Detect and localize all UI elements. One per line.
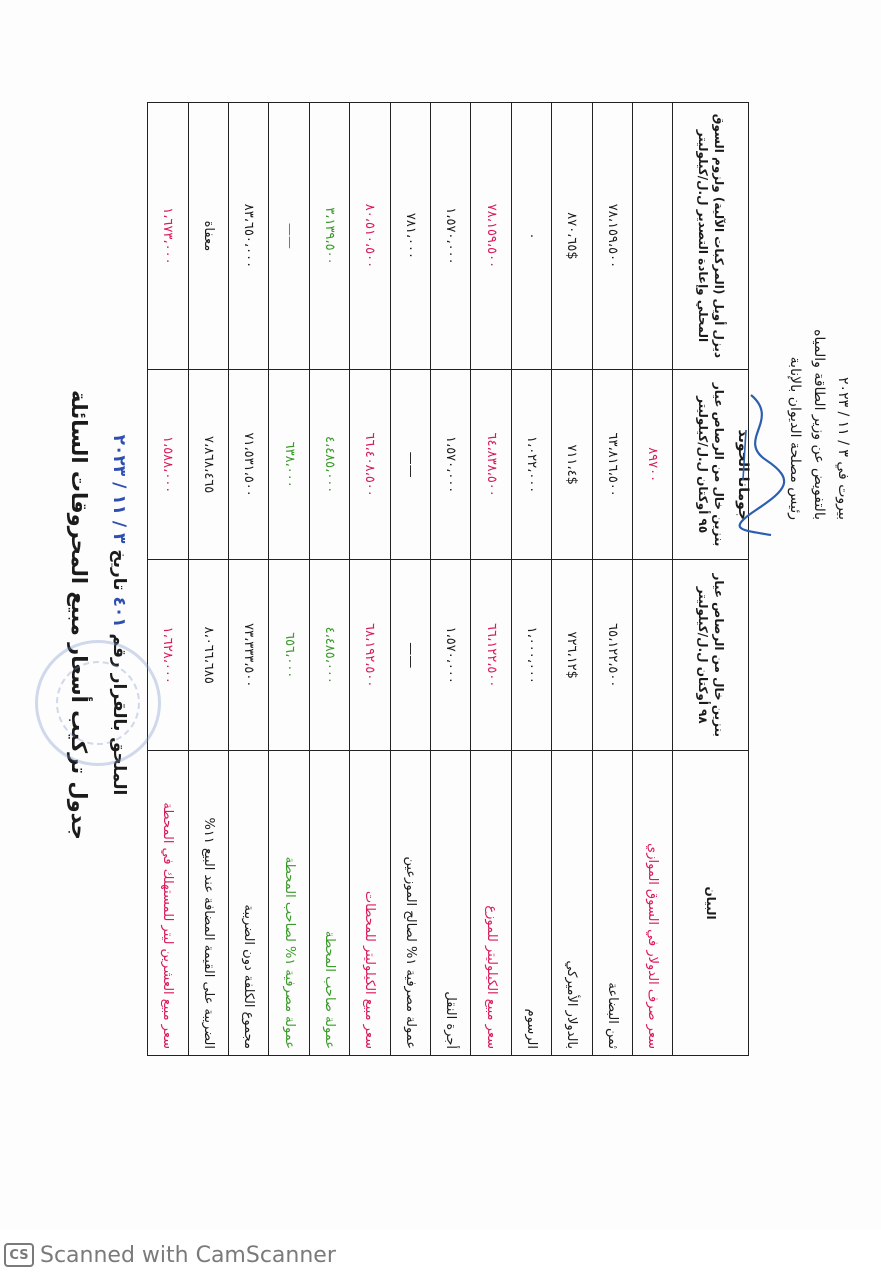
cell-diesel: ٠: [511, 103, 551, 370]
cell-diesel: $٨٧٠،٦٥: [552, 103, 592, 370]
table-row: [269, 103, 309, 1056]
header-diesel: ديزل أويل (المركبات الآلية) ولزوم السوق المحلي وإعادة التصدير ل.ل/كيلوليتر: [673, 103, 749, 370]
cell-benzine-98: ٦٨،١٩٢،٥٠٠: [350, 560, 390, 751]
table-row: [148, 103, 189, 1056]
row-label: سعر صرف الدولار في السوق الموازي: [633, 751, 673, 1056]
cell-benzine-95: ١،٥٧٠،٠٠٠: [431, 369, 471, 560]
camscanner-footer: [0, 1230, 881, 1280]
cell-diesel: ٨٠،٥١٠،٥٠٠: [350, 103, 390, 370]
cell-diesel: ٧٨١،٠٠٠: [390, 103, 430, 370]
table-row: [309, 103, 349, 1056]
row-label: ثمن البضاعة: [592, 751, 632, 1056]
header-statement: البيان: [673, 751, 749, 1056]
cell-benzine-98: ٦٥٦،٠٠٠: [269, 560, 309, 751]
subtitle-prefix: الملحق بالقرار رقم: [109, 633, 129, 796]
table-row: [592, 103, 632, 1056]
signature-name: جومانا الحوند: [735, 429, 751, 520]
cell-benzine-95: ——: [390, 369, 430, 560]
cell-diesel: ١،٥٧٠،٠٠٠: [431, 103, 471, 370]
cell-benzine-98: ٤،٤٨٥،٠٠٠: [309, 560, 349, 751]
camscanner-text: Scanned with CamScanner: [40, 1242, 336, 1268]
table-row: [188, 103, 228, 1056]
row-label: مجموع الكلفة دون الضريبة: [229, 751, 269, 1056]
row-label: عمولة صاحب المحطة: [309, 751, 349, 1056]
row-label: الضريبة على القيمة المضافة عند البيع ١١%: [188, 751, 228, 1056]
row-label: الرسوم: [511, 751, 551, 1056]
cell-diesel: ٧٨،١٥٩،٥٠٠: [471, 103, 511, 370]
table-row: [471, 103, 511, 1056]
document-title: جدول تركيب أسعار مبيع المحروقات السائلة: [67, 390, 91, 840]
cell-diesel: [633, 103, 673, 370]
table-row: [552, 103, 592, 1056]
subtitle-mid: تاريخ: [109, 549, 129, 591]
table-row: [431, 103, 471, 1056]
fuel-price-table: [147, 102, 749, 1056]
row-label: أجرة النقل: [431, 751, 471, 1056]
table-row: [350, 103, 390, 1056]
header-benzine-98: بنزين خال من الرصاص عيار ٩٨ أوكتان ل.ل/كيلوليتر: [673, 560, 749, 751]
signature-role: رئيس مصلحة الديوان بالإنابة: [787, 356, 803, 520]
cell-benzine-95: ٧١،٥٣١،٥٠٠: [229, 369, 269, 560]
signature-place-date: بيروت في ٣ / ١١ / ٢٠٢٣: [835, 377, 851, 520]
cell-diesel: معفاة: [188, 103, 228, 370]
cell-benzine-95: ٨٩٧٠٠: [633, 369, 673, 560]
cell-benzine-98: $٧٢٦،١٢: [552, 560, 592, 751]
cell-benzine-95: ٦٣٨،٠٠٠: [269, 369, 309, 560]
cell-benzine-98: ٨،٠٦٦،٦٨٥: [188, 560, 228, 751]
cell-diesel: ٣،١٣٩،٥٠٠: [309, 103, 349, 370]
header-benzine-95: بنزين خال من الرصاص عيار ٩٥ أوكتان ل.ل/كيلوليتر: [673, 369, 749, 560]
official-stamp: [35, 640, 161, 766]
table-row: [229, 103, 269, 1056]
cell-diesel: ١،٦٧٣،٠٠٠: [148, 103, 189, 370]
signature-authority: بالتفويض عن وزير الطاقة والمياه: [811, 329, 827, 520]
cell-diesel: ٨٣،٦٥٠،٠٠٠: [229, 103, 269, 370]
handwritten-signature: [731, 390, 791, 540]
cell-benzine-95: ١،٠٢٢،٠٠٠: [511, 369, 551, 560]
cell-benzine-98: ١،٥٧٠،٠٠٠: [431, 560, 471, 751]
cell-benzine-98: ——: [390, 560, 430, 751]
cell-benzine-98: ٧٣،٣٣٣،٥٠٠: [229, 560, 269, 751]
cell-benzine-95: ٦٣،٨١٦،٥٠٠: [592, 369, 632, 560]
row-label: سعر مبيع العشرين ليتر للمستهلك في المحطة: [148, 751, 189, 1056]
cell-benzine-98: ١،٠٠٠،٠٠٠: [511, 560, 551, 751]
decision-date: ٣ / ١١ / ٢٠٢٣: [109, 434, 129, 544]
cell-benzine-98: ٦٥،١٢٢،٥٠٠: [592, 560, 632, 751]
table-body: [148, 103, 673, 1056]
cell-benzine-95: ٦٤،٨٣٨،٥٠٠: [471, 369, 511, 560]
table-row: [390, 103, 430, 1056]
document-subtitle: [109, 0, 129, 1230]
row-label: عمولة مصرفية ١% لصاحب المحطة: [269, 751, 309, 1056]
table-row: [511, 103, 551, 1056]
row-label: عمولة مصرفية ١% لصالح الموزعين: [390, 751, 430, 1056]
stamp-inner-ring: [56, 661, 140, 745]
cell-diesel: ——: [269, 103, 309, 370]
camscanner-logo: CS: [4, 1243, 34, 1267]
cell-diesel: ٧٨،١٥٩،٥٠٠: [592, 103, 632, 370]
cell-benzine-95: ٤،٤٨٥،٠٠٠: [309, 369, 349, 560]
row-label: سعر مبيع الكيلوليتر للمحطات: [350, 751, 390, 1056]
cell-benzine-95: ٧،٨٦٨،٤٦٥: [188, 369, 228, 560]
table-row: [633, 103, 673, 1056]
cell-benzine-98: ٦٦،١٢٢،٥٠٠: [471, 560, 511, 751]
cell-benzine-98: [633, 560, 673, 751]
cell-benzine-98: ١،٦٢٨،٠٠٠: [148, 560, 189, 751]
cell-benzine-95: $٧١١،٤: [552, 369, 592, 560]
decision-number: ٤٠١: [109, 596, 129, 628]
row-label: بالدولار الأميركي: [552, 751, 592, 1056]
row-label: سعر مبيع الكيلوليتر للموزع: [471, 751, 511, 1056]
cell-benzine-95: ١،٥٨٨،٠٠٠: [148, 369, 189, 560]
cell-benzine-95: ٦٦،٤٠٨،٥٠٠: [350, 369, 390, 560]
